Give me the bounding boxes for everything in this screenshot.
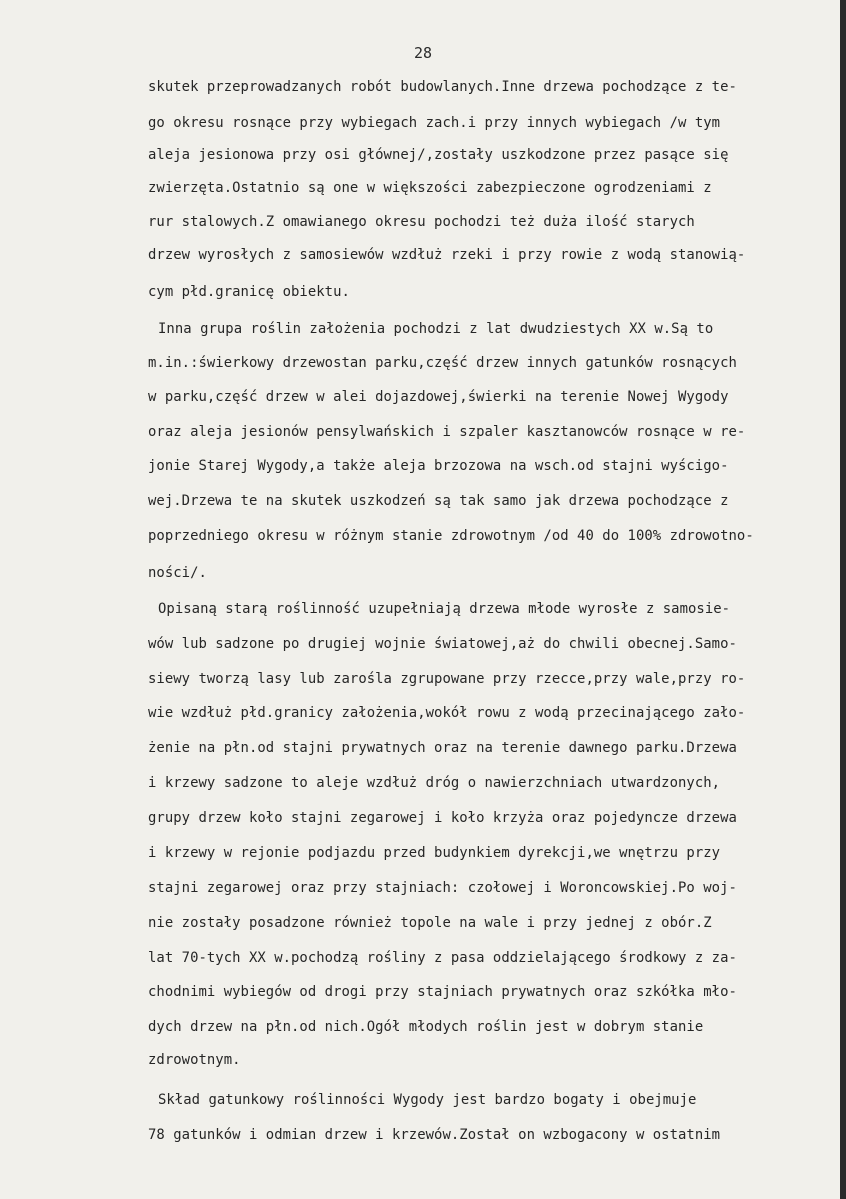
text-line: dych drzew na płn.od nich.Ogół młodych roślin jest w dobrym stanie bbox=[148, 1019, 704, 1035]
text-line: wie wzdłuż płd.granicy założenia,wokół rowu z wodą przecinającego zało- bbox=[148, 705, 746, 721]
text-line: cym płd.granicę obiektu. bbox=[148, 284, 350, 300]
text-line: oraz aleja jesionów pensylwańskich i szpaler kasztanowców rosnące w re- bbox=[148, 424, 746, 440]
text-line: skutek przeprowadzanych robót budowlanych.Inne drzewa pochodzące z te- bbox=[148, 79, 737, 95]
text-line: grupy drzew koło stajni zegarowej i koło krzyża oraz pojedyncze drzewa bbox=[148, 810, 737, 826]
text-line: aleja jesionowa przy osi głównej/,zostały uszkodzone przez pasące się bbox=[148, 147, 729, 163]
text-line: rur stalowych.Z omawianego okresu pochodzi też duża ilość starych bbox=[148, 214, 695, 230]
text-line: lat 70-tych XX w.pochodzą rośliny z pasa oddzielającego środkowy z za- bbox=[148, 950, 737, 966]
page-number: 28 bbox=[413, 44, 433, 62]
text-line: Skład gatunkowy roślinności Wygody jest bardzo bogaty i obejmuje bbox=[158, 1092, 697, 1108]
text-line: ności/. bbox=[148, 565, 207, 581]
text-line: drzew wyrosłych z samosiewów wzdłuż rzeki i przy rowie z wodą stanowią- bbox=[148, 247, 746, 263]
text-line: jonie Starej Wygody,a także aleja brzozowa na wsch.od stajni wyścigo- bbox=[148, 458, 729, 474]
text-line: 78 gatunków i odmian drzew i krzewów.Został on wzbogacony w ostatnim bbox=[148, 1127, 721, 1143]
text-line: zwierzęta.Ostatnio są one w większości zabezpieczone ogrodzeniami z bbox=[148, 180, 712, 196]
text-line: chodnimi wybiegów od drogi przy stajniach prywatnych oraz szkółka mło- bbox=[148, 984, 737, 1000]
text-line: i krzewy w rejonie podjazdu przed budynkiem dyrekcji,we wnętrzu przy bbox=[148, 845, 721, 861]
text-line: Inna grupa roślin założenia pochodzi z lat dwudziestych XX w.Są to bbox=[158, 321, 714, 337]
text-line: wej.Drzewa te na skutek uszkodzeń są tak samo jak drzewa pochodzące z bbox=[148, 493, 729, 509]
text-line: m.in.:świerkowy drzewostan parku,część drzew innych gatunków rosnących bbox=[148, 355, 737, 371]
text-line: go okresu rosnące przy wybiegach zach.i przy innych wybiegach /w tym bbox=[148, 115, 721, 131]
text-line: nie zostały posadzone również topole na wale i przy jednej z obór.Z bbox=[148, 915, 712, 931]
text-line: stajni zegarowej oraz przy stajniach: czołowej i Woroncowskiej.Po woj- bbox=[148, 880, 737, 896]
text-line: wów lub sadzone po drugiej wojnie światowej,aż do chwili obecnej.Samo- bbox=[148, 636, 737, 652]
text-line: Opisaną starą roślinność uzupełniają drzewa młode wyrosłe z samosie- bbox=[158, 601, 731, 617]
text-line: siewy tworzą lasy lub zarośla zgrupowane przy rzecce,przy wale,przy ro- bbox=[148, 671, 746, 687]
text-line: poprzedniego okresu w różnym stanie zdrowotnym /od 40 do 100% zdrowotno- bbox=[148, 528, 754, 544]
text-line: i krzewy sadzone to aleje wzdłuż dróg o nawierzchniach utwardzonych, bbox=[148, 775, 721, 791]
text-line: w parku,część drzew w alei dojazdowej,świerki na terenie Nowej Wygody bbox=[148, 389, 729, 405]
text-line: żenie na płn.od stajni prywatnych oraz na terenie dawnego parku.Drzewa bbox=[148, 740, 737, 756]
text-line: zdrowotnym. bbox=[148, 1052, 241, 1068]
